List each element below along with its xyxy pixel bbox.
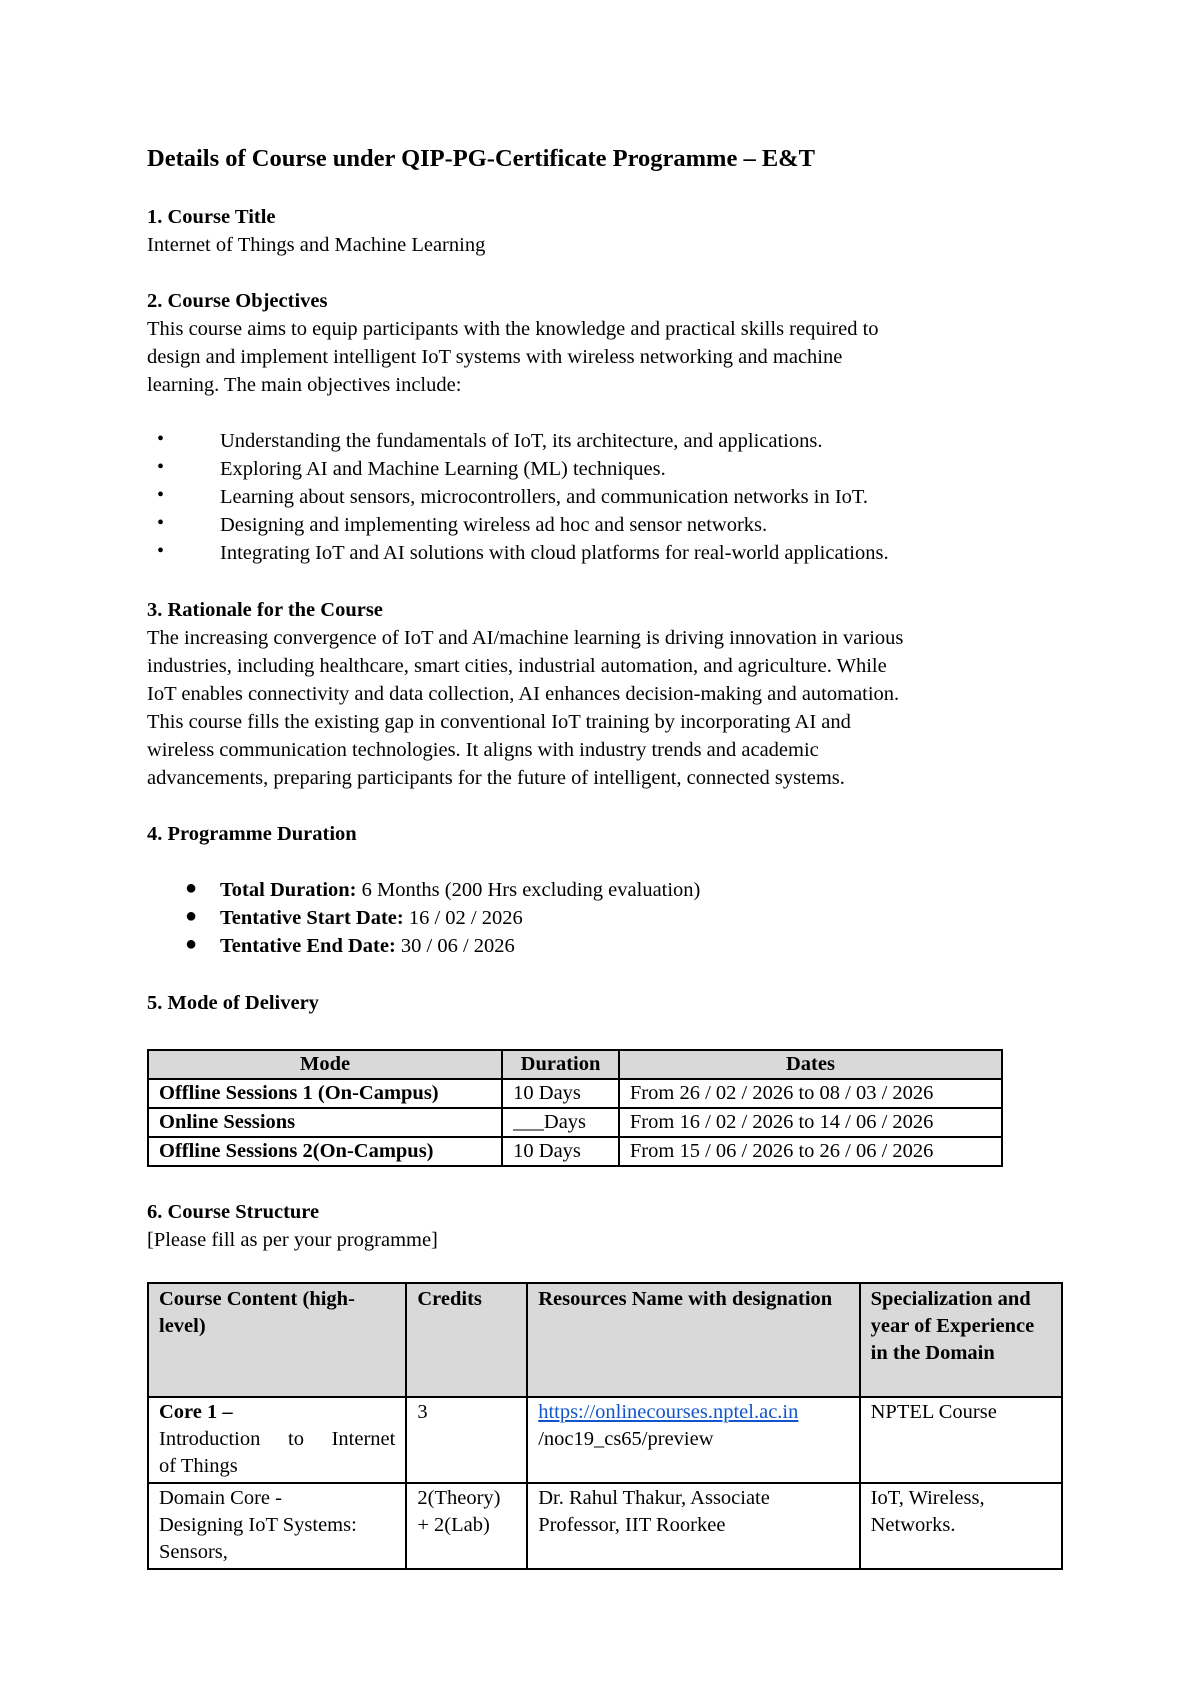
- content-line: of Things: [159, 1455, 238, 1477]
- content-word: Introduction: [159, 1428, 261, 1450]
- specialization-line: Networks.: [870, 1514, 956, 1536]
- course-structure-table: [147, 1282, 1063, 1570]
- duration-cell: 10 Days: [502, 1137, 619, 1166]
- course-structure-note: [Please fill as per your programme]: [147, 1229, 438, 1251]
- duration-item-label: Total Duration:: [220, 879, 357, 901]
- duration-item-label: Tentative Start Date:: [220, 907, 404, 929]
- rationale-line: wireless communication technologies. It aligns with industry trends and academic: [147, 739, 819, 761]
- duration-item-value: 6 Months (200 Hrs excluding evaluation): [356, 879, 701, 901]
- content-line: Sensors,: [159, 1541, 228, 1563]
- column-header: Resources Name with designation: [527, 1283, 859, 1397]
- bullet-icon: ●: [185, 877, 198, 899]
- rationale-line: The increasing convergence of IoT and AI/machine learning is driving innovation in various: [147, 627, 904, 649]
- column-header: Credits: [406, 1283, 527, 1397]
- duration-cell: ___Days: [502, 1108, 619, 1137]
- content-line: Designing IoT Systems:: [159, 1514, 357, 1536]
- rationale-line: IoT enables connectivity and data collection, AI enhances decision-making and automation.: [147, 683, 900, 705]
- resource-cell: [527, 1483, 859, 1569]
- mode-cell: Offline Sessions 2(On-Campus): [148, 1137, 502, 1166]
- objectives-line: design and implement intelligent IoT systems with wireless networking and machine: [147, 346, 843, 368]
- specialization-line: IoT, Wireless,: [870, 1487, 985, 1509]
- rationale-line: advancements, preparing participants for the future of intelligent, connected systems.: [147, 767, 845, 789]
- bullet-icon: •: [157, 512, 165, 534]
- content-word: to: [288, 1428, 304, 1450]
- column-header: Mode: [148, 1050, 502, 1079]
- bullet-icon: ●: [185, 905, 198, 927]
- credits-line: 3: [417, 1401, 428, 1423]
- resource-line: Dr. Rahul Thakur, Associate: [538, 1487, 770, 1509]
- table-row: [148, 1108, 1002, 1137]
- duration-item: [220, 876, 700, 904]
- duration-item-value: 30 / 06 / 2026: [395, 935, 515, 957]
- duration-item: [220, 932, 515, 960]
- table-row: [148, 1137, 1002, 1166]
- table-row: [148, 1397, 1062, 1483]
- resource-cell: [527, 1397, 859, 1483]
- resource-line: Professor, IIT Roorkee: [538, 1514, 726, 1536]
- objective-item: Understanding the fundamentals of IoT, its architecture, and applications.: [220, 430, 823, 452]
- specialization-cell: [860, 1483, 1062, 1569]
- content-cell: [148, 1483, 406, 1569]
- bullet-icon: •: [157, 484, 165, 506]
- table-header-row: [148, 1050, 1002, 1079]
- column-header: Dates: [619, 1050, 1002, 1079]
- credits-cell: [406, 1483, 527, 1569]
- rationale-line: industries, including healthcare, smart cities, industrial automation, and agriculture. While: [147, 655, 887, 677]
- mode-cell: Offline Sessions 1 (On-Campus): [148, 1079, 502, 1108]
- objectives-line: This course aims to equip participants with the knowledge and practical skills required to: [147, 318, 879, 340]
- credits-line: + 2(Lab): [417, 1514, 490, 1536]
- dates-cell: From 26 / 02 / 2026 to 08 / 03 / 2026: [619, 1079, 1002, 1108]
- table-header-row: [148, 1283, 1062, 1397]
- document-title: Details of Course under QIP-PG-Certificate Programme – E&T: [147, 145, 815, 172]
- objective-item: Exploring AI and Machine Learning (ML) techniques.: [220, 458, 666, 480]
- resource-line: /noc19_cs65/preview: [538, 1428, 714, 1450]
- section-1-heading: 1. Course Title: [147, 206, 276, 228]
- table-row: [148, 1079, 1002, 1108]
- content-title: Core 1 –: [159, 1401, 233, 1423]
- column-header: Specialization and year of Experience in the Domain: [860, 1283, 1062, 1397]
- section-4-heading: 4. Programme Duration: [147, 823, 357, 845]
- mode-cell: Online Sessions: [148, 1108, 502, 1137]
- specialization-line: NPTEL Course: [870, 1401, 997, 1423]
- rationale-line: This course fills the existing gap in conventional IoT training by incorporating AI and: [147, 711, 851, 733]
- credits-cell: [406, 1397, 527, 1483]
- bullet-icon: •: [157, 456, 165, 478]
- content-line: Domain Core -: [159, 1487, 282, 1509]
- column-header: Duration: [502, 1050, 619, 1079]
- section-6-heading: 6. Course Structure: [147, 1201, 320, 1223]
- duration-cell: 10 Days: [502, 1079, 619, 1108]
- content-word: Internet: [331, 1428, 396, 1450]
- objectives-line: learning. The main objectives include:: [147, 374, 462, 396]
- bullet-icon: •: [157, 540, 165, 562]
- bullet-icon: ●: [185, 933, 198, 955]
- specialization-cell: [860, 1397, 1062, 1483]
- content-line: [159, 1426, 395, 1453]
- dates-cell: From 15 / 06 / 2026 to 26 / 06 / 2026: [619, 1137, 1002, 1166]
- objective-item: Learning about sensors, microcontrollers, and communication networks in IoT.: [220, 486, 869, 508]
- section-3-heading: 3. Rationale for the Course: [147, 599, 383, 621]
- content-cell: [148, 1397, 406, 1483]
- course-title-text: Internet of Things and Machine Learning: [147, 234, 486, 256]
- nptel-course-link[interactable]: https://onlinecourses.nptel.ac.in: [538, 1401, 799, 1423]
- section-2-heading: 2. Course Objectives: [147, 290, 328, 312]
- bullet-icon: •: [157, 428, 165, 450]
- column-header: Course Content (high-level): [148, 1283, 406, 1397]
- section-5-heading: 5. Mode of Delivery: [147, 992, 319, 1014]
- objective-item: Designing and implementing wireless ad hoc and sensor networks.: [220, 514, 768, 536]
- duration-item: [220, 904, 523, 932]
- table-row: [148, 1483, 1062, 1569]
- duration-item-label: Tentative End Date:: [220, 935, 396, 957]
- dates-cell: From 16 / 02 / 2026 to 14 / 06 / 2026: [619, 1108, 1002, 1137]
- duration-item-value: 16 / 02 / 2026: [403, 907, 523, 929]
- mode-of-delivery-table: [147, 1049, 1003, 1167]
- objective-item: Integrating IoT and AI solutions with cloud platforms for real-world applications.: [220, 542, 889, 564]
- credits-line: 2(Theory): [417, 1487, 501, 1509]
